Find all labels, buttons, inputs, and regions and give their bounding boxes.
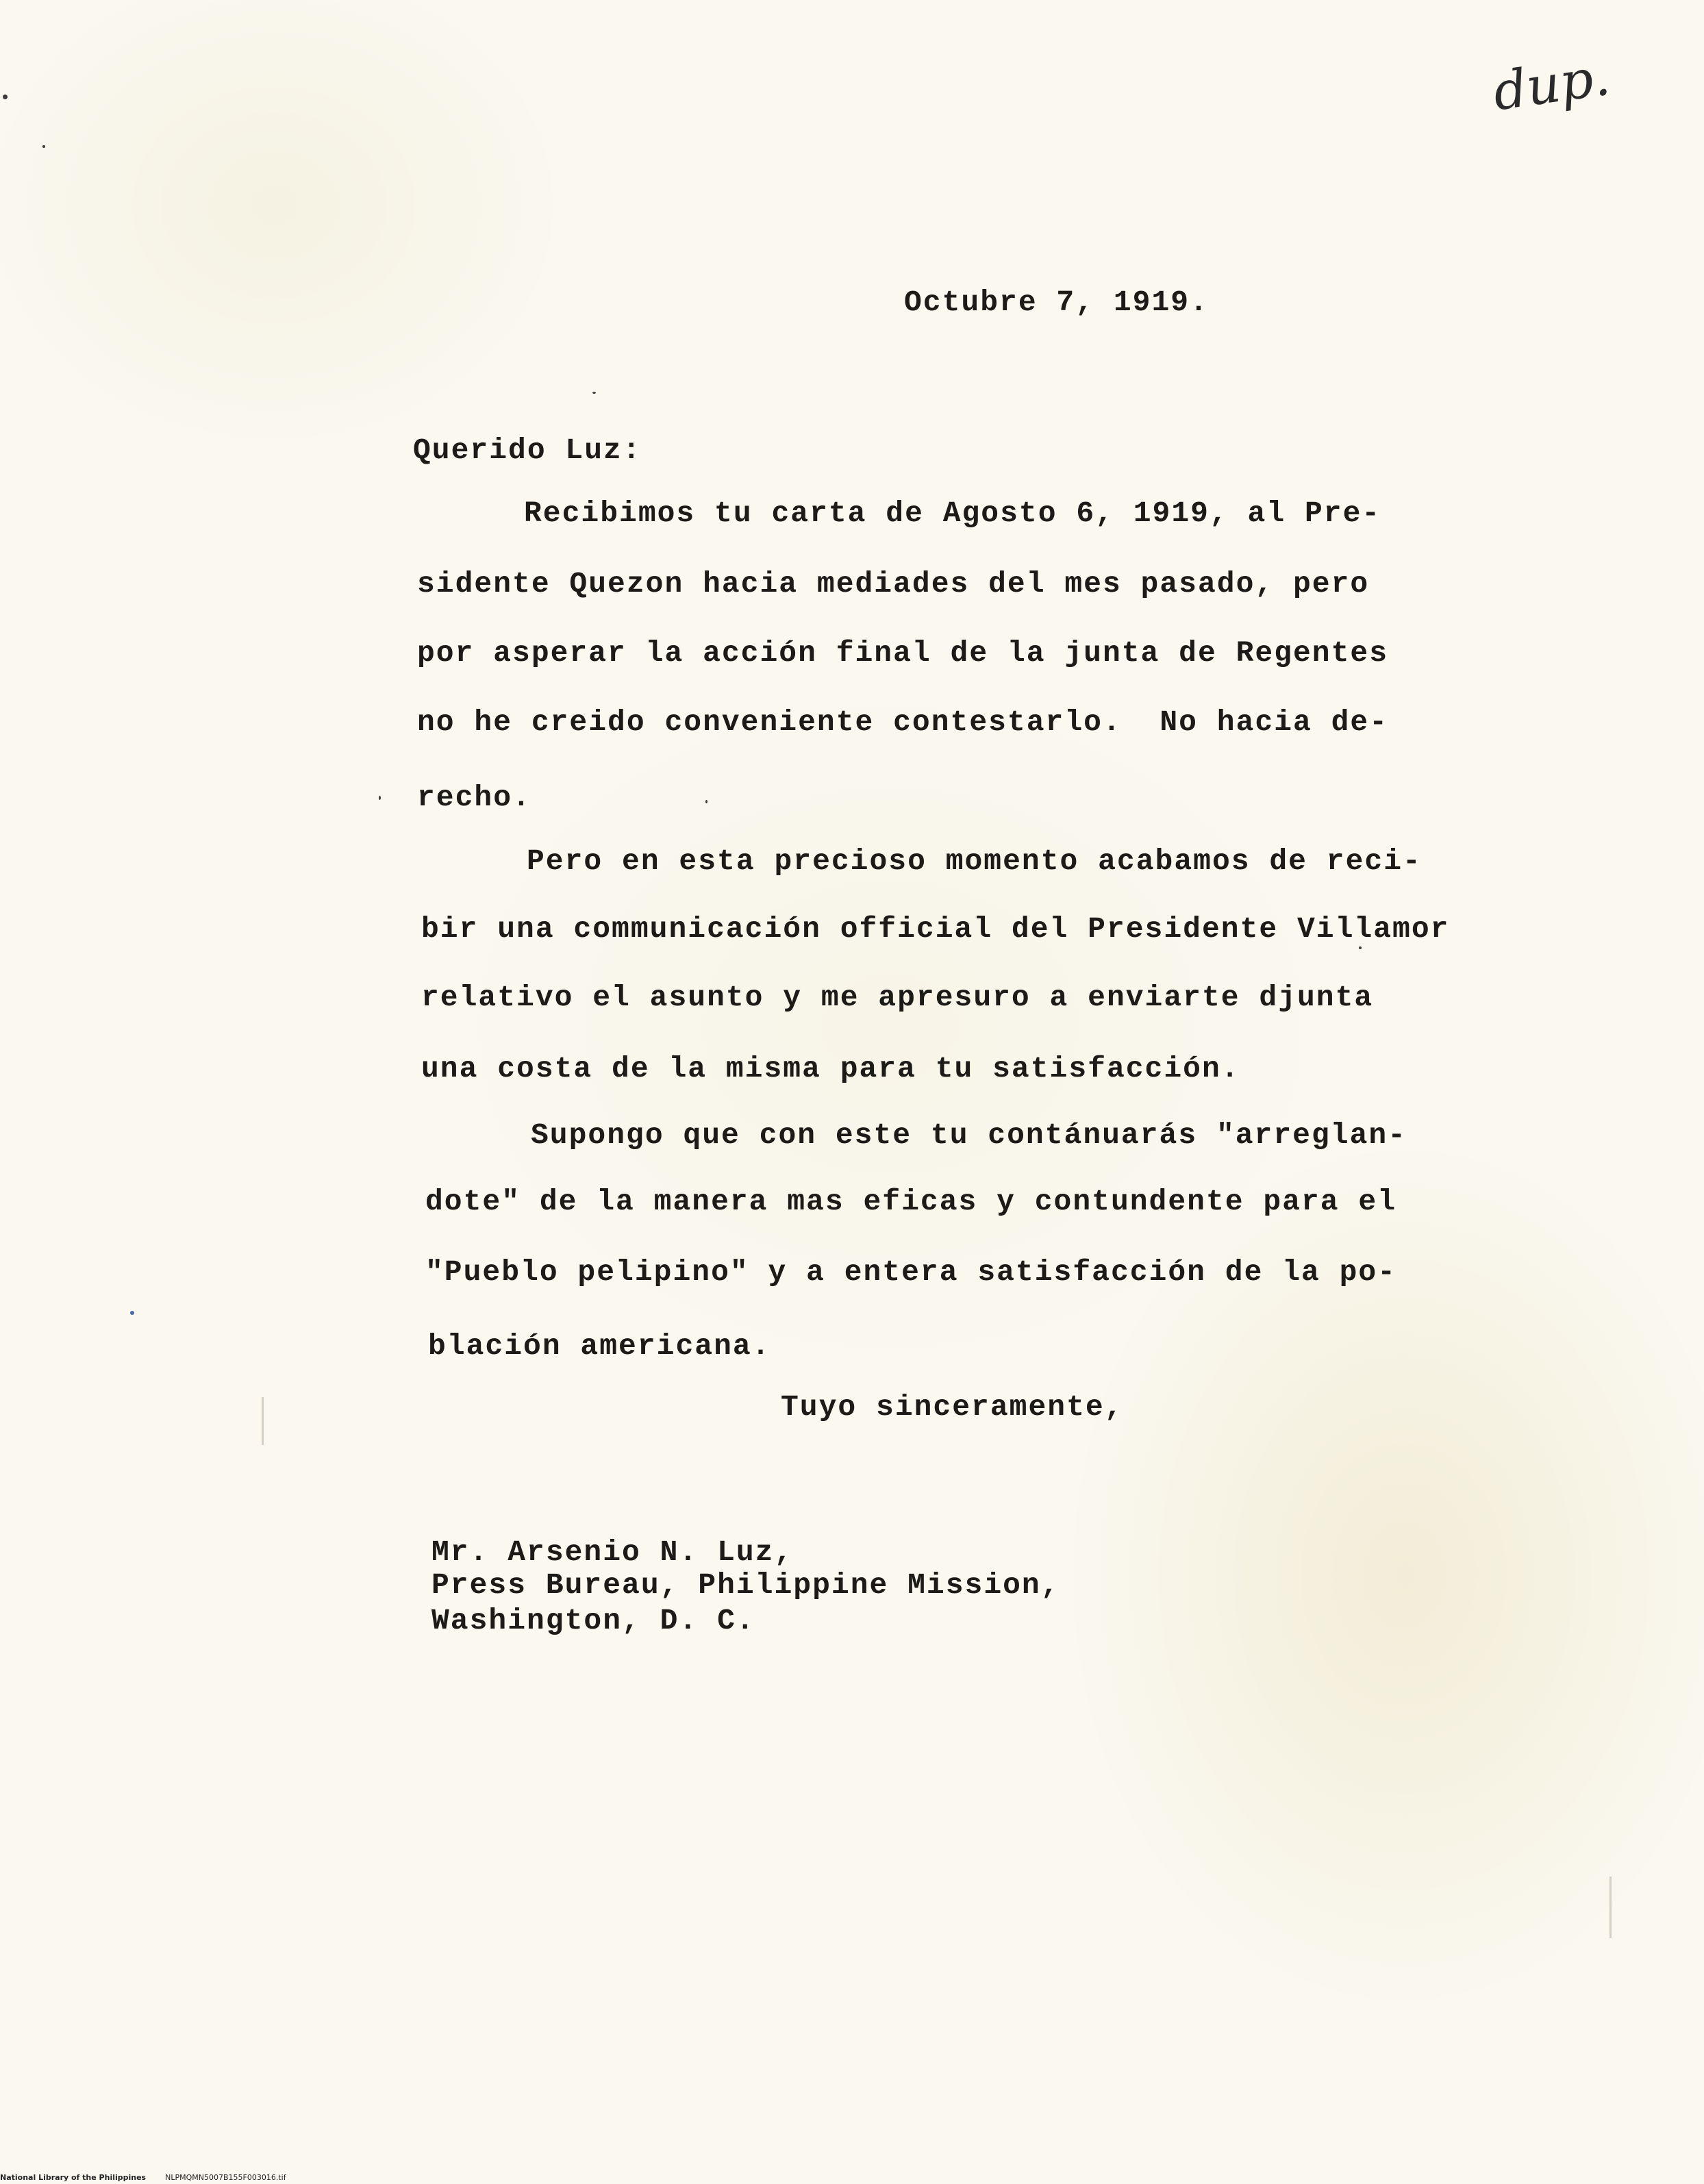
paper-crease	[262, 1397, 264, 1445]
paper-speck	[42, 145, 45, 148]
paragraph-1-line-1: Recibimos tu carta de Agosto 6, 1919, al Pre-	[524, 497, 1381, 530]
salutation: Querido Luz:	[413, 434, 642, 467]
address-line-3: Washington, D. C.	[431, 1604, 755, 1637]
paragraph-3-line-1: Supongo que con este tu contánuarás "arreglan-	[531, 1118, 1407, 1152]
paragraph-2-line-4: una costa de la misma para tu satisfacción.	[421, 1052, 1240, 1085]
paragraph-1-line-3: por asperar la acción final de la junta de Regentes	[417, 636, 1389, 670]
handwritten-note: dup.	[1489, 45, 1614, 123]
paper-speck	[130, 1311, 134, 1315]
paragraph-3-line-3: "Pueblo pelipino" y a entera satisfacción de la po-	[425, 1255, 1397, 1289]
paragraph-1-line-4: no he creido conveniente contestarlo. No hacia de-	[417, 705, 1389, 739]
paragraph-2-line-2: bir una communicación official del Presidente Villamor	[421, 912, 1450, 946]
address-line-2: Press Bureau, Philippine Mission,	[431, 1568, 1060, 1602]
footer-library: National Library of the Philippines	[0, 2173, 147, 2182]
paragraph-2-line-1: Pero en esta precioso momento acabamos de reci-	[527, 844, 1422, 878]
footer-file-code: NLPMQMN5007B155F003016.tif	[165, 2173, 286, 2182]
closing: Tuyo sinceramente,	[781, 1390, 1124, 1424]
paper-speck	[1359, 946, 1362, 949]
paragraph-1-line-5: recho.	[417, 781, 531, 814]
paragraph-1-line-2: sidente Quezon hacia mediades del mes pasado, pero	[417, 567, 1370, 601]
paragraph-2-line-3: relativo el asunto y me apresuro a enviarte djunta	[421, 981, 1374, 1014]
letter-date: Octubre 7, 1919.	[904, 286, 1209, 319]
address-line-1: Mr. Arsenio N. Luz,	[431, 1535, 794, 1569]
paper-speck	[592, 392, 596, 394]
paragraph-3-line-4: blación americana.	[428, 1329, 771, 1363]
paragraph-3-line-2: dote" de la manera mas eficas y contundente para el	[425, 1185, 1397, 1218]
archive-footer	[0, 2173, 286, 2182]
paper-speck	[705, 800, 707, 803]
paper-speck	[379, 796, 381, 800]
paper-crease	[1609, 1877, 1612, 1938]
paper-speck	[3, 95, 8, 99]
